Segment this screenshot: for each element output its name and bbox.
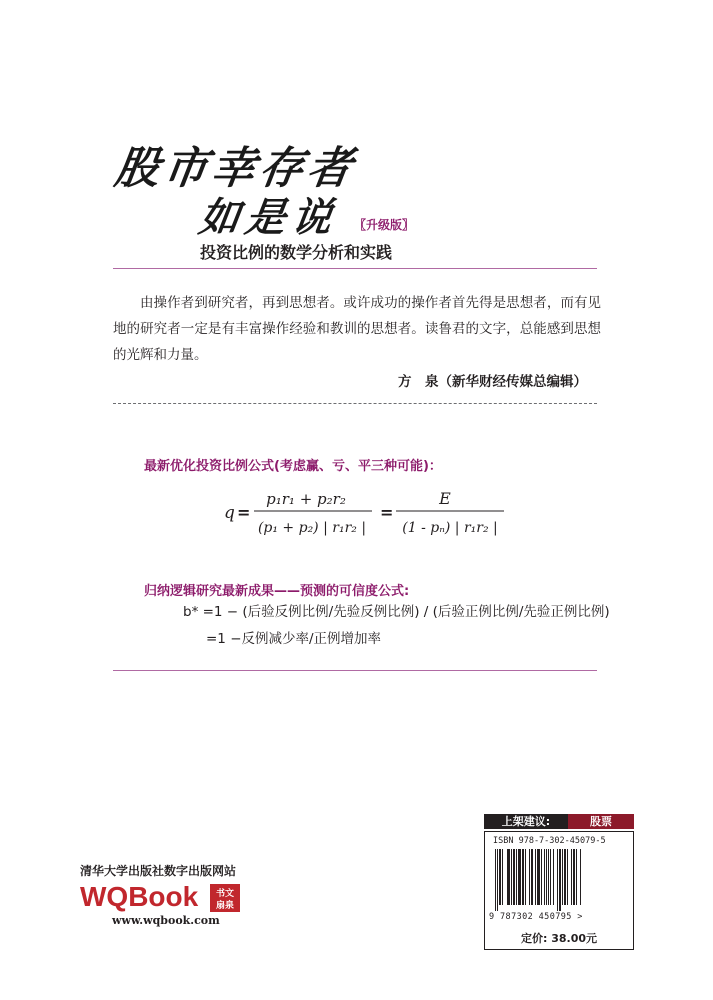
credibility-formula-line1: b* =1 − (后验反例比例/先验反例比例) / (后验正例比例/先验正例比例): [183, 604, 610, 620]
barcode-bar: [495, 849, 496, 911]
barcode-bar: [573, 849, 575, 905]
formula-frac1-denominator: (p₁ + p₂) | r₁r₂ |: [257, 520, 367, 536]
barcode-bar: [544, 849, 545, 905]
edition-label: 〖升级版〗: [354, 218, 415, 232]
barcode-bar: [548, 849, 549, 905]
formula-frac1-numerator: p₁r₁ + p₂r₂: [266, 490, 346, 508]
shelf-category: 股票: [568, 814, 634, 829]
book-title-line2: 如是说: [196, 194, 341, 241]
barcode-bar: [522, 849, 524, 905]
barcode-bar: [580, 849, 581, 905]
barcode-bar: [518, 849, 521, 905]
divider-dashed: [113, 403, 597, 404]
barcode-digits: 9 787302 450795 >: [489, 912, 583, 922]
formula-equals-1: =: [237, 503, 251, 522]
shelf-label: 上架建议:: [484, 814, 568, 829]
formula-frac2-denominator: (1 - pₙ) | r₁r₂ |: [402, 520, 498, 536]
barcode-bar: [550, 849, 551, 905]
barcode-bar: [531, 849, 533, 905]
barcode-bar: [511, 849, 512, 905]
barcode-bar: [499, 849, 501, 905]
publisher-name: 清华大学出版社数字出版网站: [80, 864, 237, 878]
credibility-formula-line2: =1 −反例减少率/正例增加率: [206, 631, 382, 647]
formula-heading: 最新优化投资比例公式(考虑赢、亏、平三种可能)：: [144, 459, 442, 474]
book-title-line1: 股市幸存者: [111, 143, 359, 194]
barcode-bar: [513, 849, 515, 905]
barcode-bar: [541, 849, 542, 905]
publisher-url: www.wqbook.com: [112, 914, 220, 927]
barcode-bar: [502, 849, 503, 905]
endorsement-quote: 由操作者到研究者，再到思想者。或许成功的操作者首先得是思想者，而有见地的研究者一定是有丰富操作经验和教训的思想者。读鲁君的文字，总能感到思想的光辉和力量。: [113, 295, 601, 363]
formula-frac2-numerator: E: [439, 489, 451, 508]
barcode-bar: [535, 849, 536, 905]
publisher-logo: [80, 880, 250, 914]
formula-lhs: q: [224, 503, 235, 523]
isbn-text: ISBN 978-7-302-45079-5: [493, 836, 606, 846]
barcode-bar: [529, 849, 530, 905]
barcode-bar: [525, 849, 526, 905]
logo-text: WQBook: [80, 881, 199, 912]
price-label: 定价: 38.00元: [520, 932, 598, 945]
formula-equals-2: =: [380, 503, 394, 522]
barcode-bar: [537, 849, 540, 905]
barcode-bar: [562, 849, 563, 905]
barcode-bar: [497, 849, 498, 911]
barcode-bar: [564, 849, 566, 905]
inductive-heading: 归纳逻辑研究最新成果——预测的可信度公式:: [144, 584, 410, 599]
barcode-panel: [484, 831, 634, 950]
barcode-bar: [546, 849, 547, 905]
barcode-bar: [557, 849, 558, 911]
barcode-bar: [507, 849, 510, 905]
barcode-bar: [559, 849, 561, 911]
divider-bottom: [113, 670, 597, 671]
barcode-bar: [571, 849, 572, 905]
barcode-bars: [491, 849, 627, 911]
barcode-bar: [553, 849, 554, 905]
logo-badge-text-top: 书文: [215, 889, 235, 899]
shelf-suggestion: [484, 814, 634, 829]
divider-top: [113, 268, 597, 269]
endorsement-attribution: 方 泉（新华财经传媒总编辑）: [398, 374, 587, 390]
barcode-bar: [516, 849, 517, 905]
investment-ratio-formula: [222, 478, 522, 548]
book-subtitle: 投资比例的数学分析和实践: [200, 243, 393, 262]
barcode-bar: [576, 849, 577, 905]
barcode-bar: [567, 849, 568, 905]
logo-badge-text-bottom: 扇泉: [215, 901, 235, 911]
